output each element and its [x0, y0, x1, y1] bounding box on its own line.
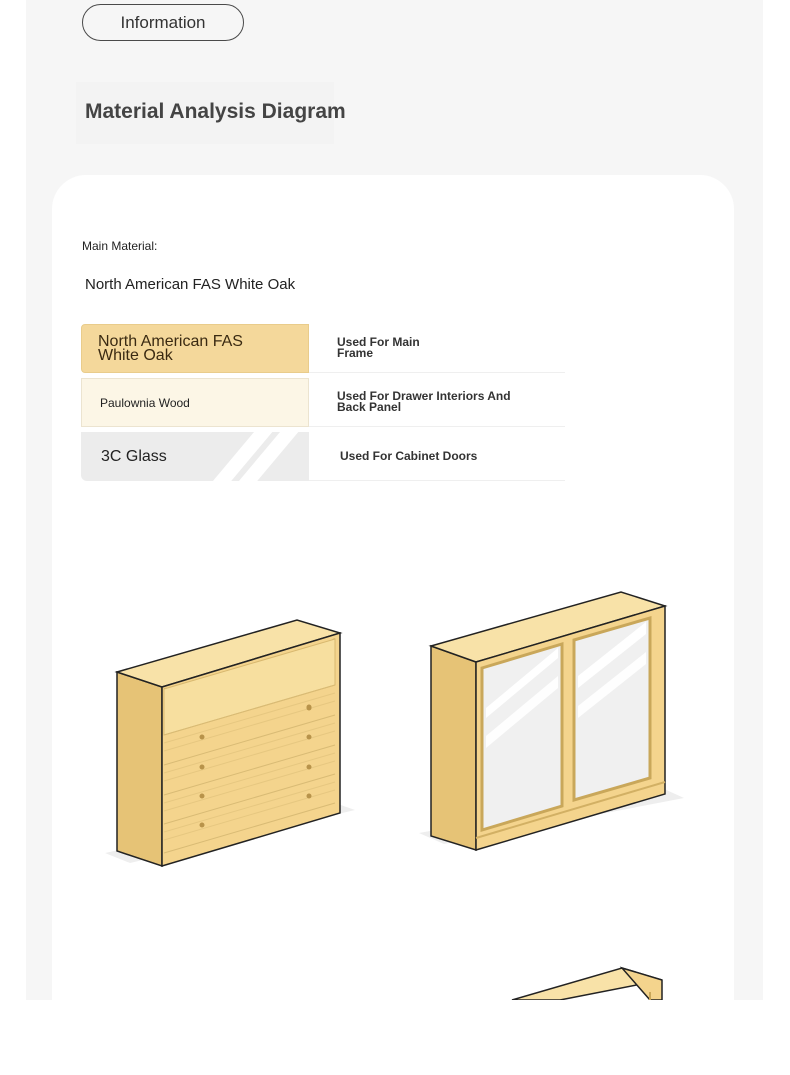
- material-usage: Used For Main Frame: [337, 335, 420, 360]
- material-name: Paulownia Wood: [100, 395, 190, 410]
- section-title: Material Analysis Diagram: [85, 100, 346, 123]
- material-name: North American FAS White Oak: [98, 332, 243, 364]
- main-material-value: North American FAS White Oak: [85, 276, 296, 293]
- material-usage: Used For Cabinet Doors: [340, 448, 478, 463]
- material-usage-oak: [309, 324, 565, 373]
- material-name: 3C Glass: [101, 447, 167, 465]
- material-row-glass: [81, 432, 309, 481]
- material-row-oak: [81, 324, 309, 373]
- side-panel: [117, 672, 162, 866]
- material-usage: Used For Drawer Interiors And Back Panel: [337, 389, 511, 414]
- material-usage-glass: [309, 432, 565, 481]
- glass-cabinet-illustration: [414, 588, 694, 853]
- side-panel: [431, 646, 476, 850]
- drawer-knob: [307, 705, 312, 710]
- main-material-label: Main Material:: [82, 239, 158, 253]
- material-usage-paulownia: [309, 378, 565, 427]
- information-button[interactable]: Information: [82, 4, 244, 41]
- drawer-chest-illustration: [100, 615, 360, 875]
- material-row-paulownia: [81, 378, 309, 427]
- cabinet-partial-illustration: [500, 962, 670, 1000]
